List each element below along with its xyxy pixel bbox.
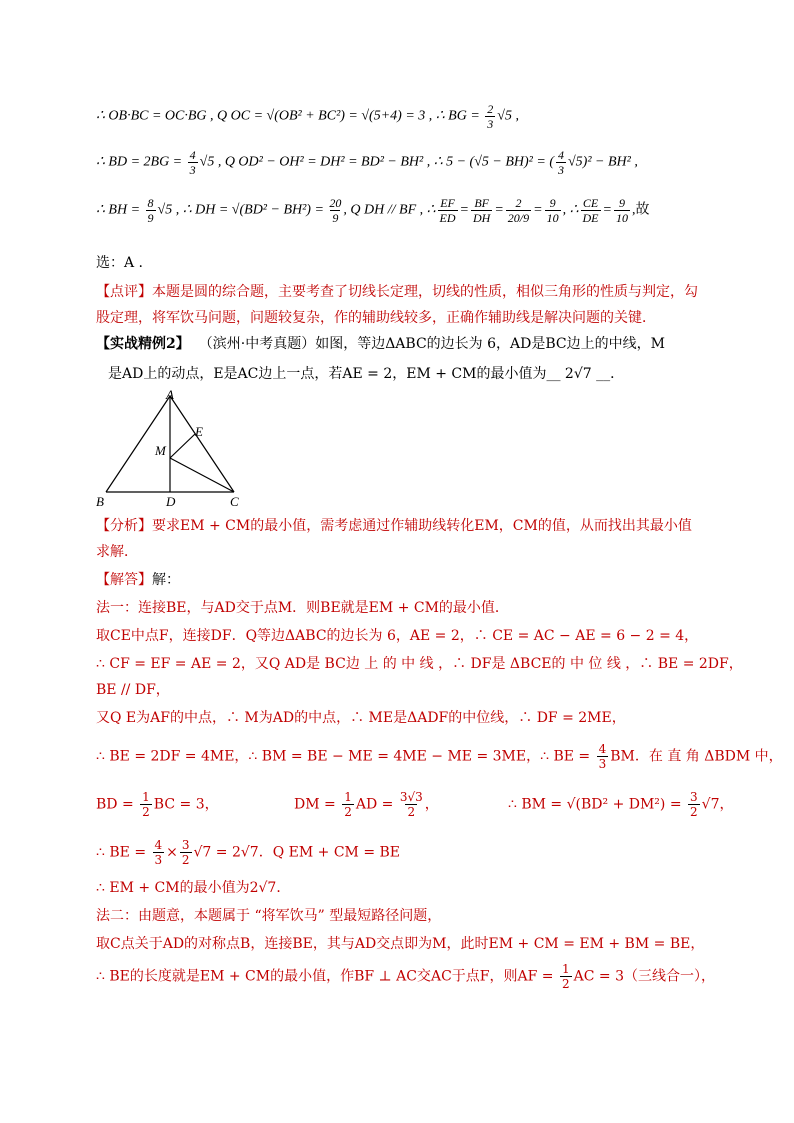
text: ∴ OB·BC = OC·BG , Q OC = √(OB² + BC²) = √(5+4) = 3 , ∴ BG = [96, 108, 484, 124]
numerator: 20 [329, 196, 342, 210]
fraction [581, 196, 601, 225]
triangle-figure [92, 388, 252, 510]
text: BC = 3， [153, 796, 219, 813]
text: = [459, 202, 469, 218]
solution-line-2 [96, 148, 638, 177]
comment-line-1 [96, 282, 698, 302]
text: √7， [701, 796, 734, 813]
text: = [602, 202, 612, 218]
example-line-2: 是AD上的动点，E是AC边上一点，若AE = 2，EM + CM的最小值为__ 2√7 __． [108, 366, 625, 382]
denominator: 3 [189, 163, 196, 177]
denominator: 3 [154, 853, 163, 867]
solution-step-9: ∴ EM + CM的最小值为2√7． [96, 880, 291, 896]
solution-step-11: 取C点关于AD的对称点B，连接BE，其与AD交点即为M，此时EM + CM = EM + BM = BE， [96, 936, 705, 952]
label-m: M [155, 443, 166, 458]
fraction [556, 148, 566, 177]
text: = [494, 202, 504, 218]
denominator: 20/9 [507, 211, 530, 225]
solution-step-7b [294, 790, 439, 819]
answer-text: 解： [152, 572, 180, 588]
denominator: 9 [332, 211, 339, 225]
fraction [140, 790, 152, 819]
numerator: 4 [557, 148, 564, 162]
text: BM．在 直 角 ΔBDM 中， [610, 748, 783, 765]
segment-me [170, 434, 195, 458]
fraction [438, 196, 458, 225]
fraction [688, 790, 700, 819]
fraction [153, 838, 165, 867]
solution-step-7 [96, 790, 219, 819]
answer-tag: 【解答】 [96, 572, 152, 588]
numerator: 1 [561, 962, 570, 976]
denominator: 2 [407, 805, 416, 819]
denominator: 10 [615, 211, 628, 225]
text: = [533, 202, 543, 218]
numerator: 1 [142, 790, 150, 804]
numerator: 2 [487, 102, 494, 116]
solution-step-10: 法二：由题意，本题属于 “将军饮马” 型最短路径问题， [96, 908, 442, 924]
denominator: 2 [690, 805, 698, 819]
solution-step-2: 取CE中点F，连接DF．Q等边ΔABC的边长为 6，AE = 2，∴ CE = AC − AE = 6 − 2 = 4， [96, 628, 699, 644]
label-e: E [195, 424, 203, 439]
segment-mc [170, 458, 234, 492]
solution-line-1 [96, 102, 519, 131]
denominator: 2 [142, 805, 150, 819]
numerator: BF [474, 196, 489, 210]
fraction [400, 790, 423, 819]
fraction [560, 962, 572, 991]
denominator: DH [473, 211, 491, 225]
numerator: 1 [344, 790, 352, 804]
fraction [146, 196, 156, 225]
fraction [471, 196, 492, 225]
text: √5 , ∴ DH = √(BD² − BH²) = [157, 202, 328, 218]
denominator: 2 [344, 805, 352, 819]
comment-tag: 【点评】 [96, 284, 152, 300]
text: √5)² − BH² , [567, 154, 638, 170]
label-a: A [166, 388, 174, 402]
denominator: ED [439, 211, 456, 225]
text: ∴ BH = [96, 202, 144, 218]
solution-step-8 [96, 838, 400, 867]
numerator: 9 [549, 196, 556, 210]
solution-line-3 [96, 196, 649, 225]
solution-step-6 [96, 742, 783, 771]
example-text: （滨州·中考真题）如图，等边ΔABC的边长为 6，AD是BC边上的中线，M [205, 336, 665, 352]
text: √7 = 2√7．Q EM + CM = BE [193, 844, 401, 861]
numerator: 4 [189, 148, 196, 162]
example-tag: 【实战精例2】 [96, 336, 190, 352]
answer-line [96, 570, 180, 590]
text: ∴ BM = √(BD² + DM²) = [508, 796, 687, 813]
analysis-text: 要求EM + CM的最小值，需考虑通过作辅助线转化EM，CM的值，从而找出其最小值 [152, 518, 692, 534]
denominator: 9 [147, 211, 154, 225]
comment-line-2: 股定理，将军饮马问题，问题较复杂，作的辅助线较多，正确作辅助线是解决问题的关键． [96, 310, 656, 326]
label-c: C [230, 494, 239, 509]
text: ∴ BD = 2BG = [96, 154, 186, 170]
numerator: 9 [618, 196, 625, 210]
text: ,故 [631, 202, 650, 218]
denominator: 2 [181, 853, 190, 867]
solution-step-12 [96, 962, 715, 991]
text: AD = [355, 796, 398, 813]
numerator: CE [582, 196, 599, 210]
text: × [166, 844, 178, 861]
numerator: 3√3 [399, 790, 423, 804]
fraction [506, 196, 531, 225]
analysis-line-1 [96, 516, 692, 536]
numerator: 8 [147, 196, 154, 210]
text: √5 , Q OD² − OH² = DH² = BD² − BH² , ∴ 5 − (√5 − BH)² = ( [199, 154, 554, 170]
label-b: B [96, 494, 104, 509]
solution-step-5: 又Q E为AF的中点，∴ M为AD的中点，∴ ME是ΔADF的中位线，∴ DF = 2ME， [96, 710, 626, 726]
text: √5 , [497, 108, 519, 124]
text: , ∴ [562, 202, 579, 218]
solution-step-4: BE // DF， [96, 682, 170, 698]
fraction [329, 196, 341, 225]
numerator: EF [440, 196, 455, 210]
fraction [180, 838, 192, 867]
text: DM = [294, 796, 341, 813]
solution-step-1: 法一：连接BE，与AD交于点M．则BE就是EM + CM的最小值． [96, 600, 509, 616]
denominator: DE [582, 211, 599, 225]
denominator: 3 [557, 163, 564, 177]
text: ， [424, 796, 439, 813]
numerator: 3 [690, 790, 698, 804]
denominator: 3 [598, 757, 607, 771]
example-line-1 [96, 334, 665, 354]
numerator: 2 [515, 196, 522, 210]
numerator: 4 [598, 742, 607, 756]
denominator: 10 [546, 211, 559, 225]
solution-line-4: 选：A . [96, 255, 144, 271]
side-ac [170, 396, 234, 492]
fraction [485, 102, 495, 131]
numerator: 3 [181, 838, 190, 852]
denominator: 3 [487, 117, 494, 131]
numerator: 4 [154, 838, 163, 852]
denominator: 2 [561, 977, 570, 991]
label-d: D [166, 494, 176, 509]
text: ∴ BE = [96, 844, 151, 861]
fraction [545, 196, 561, 225]
text: BD = [96, 796, 139, 813]
analysis-tag: 【分析】 [96, 518, 152, 534]
fraction [597, 742, 609, 771]
solution-step-3: ∴ CF = EF = AE = 2，又Q AD是 BC边 上 的 中 线 ，∴ DF是 ΔBCE的 中 位 线 ，∴ BE = 2DF， [96, 656, 743, 672]
text: AC = 3（三线合一）， [573, 968, 715, 985]
comment-text: 本题是圆的综合题，主要考查了切线长定理，切线的性质，相似三角形的性质与判定，勾 [152, 284, 698, 300]
text: ∴ BE的长度就是EM + CM的最小值，作BF ⊥ AC交AC于点F，则AF = [96, 968, 558, 985]
text: , Q DH // BF , ∴ [343, 202, 436, 218]
text: ∴ BE = 2DF = 4ME，∴ BM = BE − ME = 4ME − ME = 3ME，∴ BE = [96, 748, 595, 765]
solution-step-7c [508, 790, 733, 819]
fraction [614, 196, 630, 225]
analysis-line-2: 求解． [96, 544, 138, 560]
fraction [188, 148, 198, 177]
fraction [342, 790, 354, 819]
